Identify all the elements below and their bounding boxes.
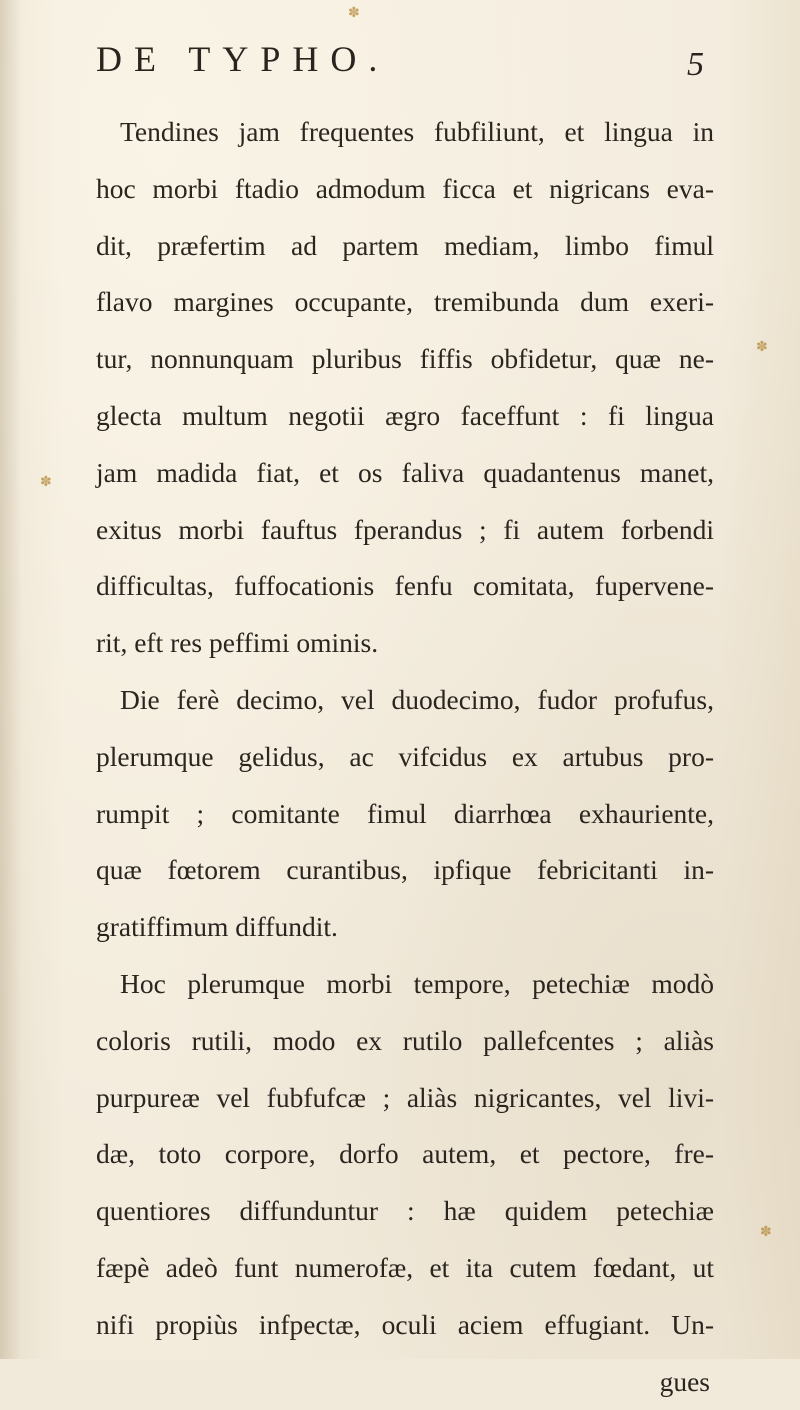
text-line: tur, nonnunquam pluribus fiffis obfidetur, quæ ne- <box>96 343 714 375</box>
text-line: flavo margines occupante, tremibunda dum exeri- <box>96 286 714 318</box>
text-line: jam madida fiat, et os faliva quadantenus manet, <box>96 456 714 488</box>
text-line: purpureæ vel fubfufcæ ; aliàs nigricantes, vel livi- <box>96 1081 714 1113</box>
text-line: Tendines jam frequentes fubfiliunt, et lingua in <box>120 116 714 147</box>
text-line: exitus morbi fauftus fperandus ; fi autem forbendi <box>96 513 714 545</box>
text-line: Die ferè decimo, vel duodecimo, fudor profufus, <box>120 683 714 715</box>
page-number: 5 <box>687 46 704 83</box>
text-line: dæ, toto corpore, dorfo autem, et pectore, fre- <box>96 1138 714 1170</box>
ink-speck: ✽ <box>348 5 360 21</box>
ink-speck: ✽ <box>760 1224 772 1240</box>
text-line: nifi propiùs infpectæ, oculi aciem effugiant. Un- <box>96 1308 714 1340</box>
text-line: difficultas, fuffocationis fenfu comitata, fupervene- <box>96 570 714 602</box>
catchword: gues <box>659 1365 710 1397</box>
text-line: dit, præfertim ad partem mediam, limbo fimul <box>96 229 714 261</box>
body-text <box>96 104 714 1410</box>
running-title: DE TYPHO. <box>96 39 390 79</box>
text-line: fæpè adeò funt numerofæ, et ita cutem fœdant, ut <box>96 1251 714 1283</box>
text-line: Hoc plerumque morbi tempore, petechiæ modò <box>120 967 714 999</box>
text-line: quentiores diffunduntur : hæ quidem petechiæ <box>96 1195 714 1227</box>
text-line: hoc morbi ftadio admodum ficca et nigricans eva- <box>96 172 714 204</box>
text-line: rit, eft res peffimi ominis. <box>96 627 379 659</box>
text-line: plerumque gelidus, ac vifcidus ex artubus pro- <box>96 740 714 772</box>
gutter-shadow <box>0 0 22 1359</box>
text-line: glecta multum negotii ægro faceffunt : fi lingua <box>96 399 714 431</box>
ink-speck: ✽ <box>756 339 768 355</box>
text-line: quæ fœtorem curantibus, ipfique febricitanti in- <box>96 854 714 886</box>
text-line: gratiffimum diffundit. <box>96 911 338 943</box>
text-line: coloris rutili, modo ex rutilo pallefcentes ; aliàs <box>96 1024 714 1056</box>
text-line: rumpit ; comitante fimul diarrhœa exhauriente, <box>96 797 714 829</box>
ink-speck: ✽ <box>40 474 52 490</box>
running-head <box>0 34 800 84</box>
